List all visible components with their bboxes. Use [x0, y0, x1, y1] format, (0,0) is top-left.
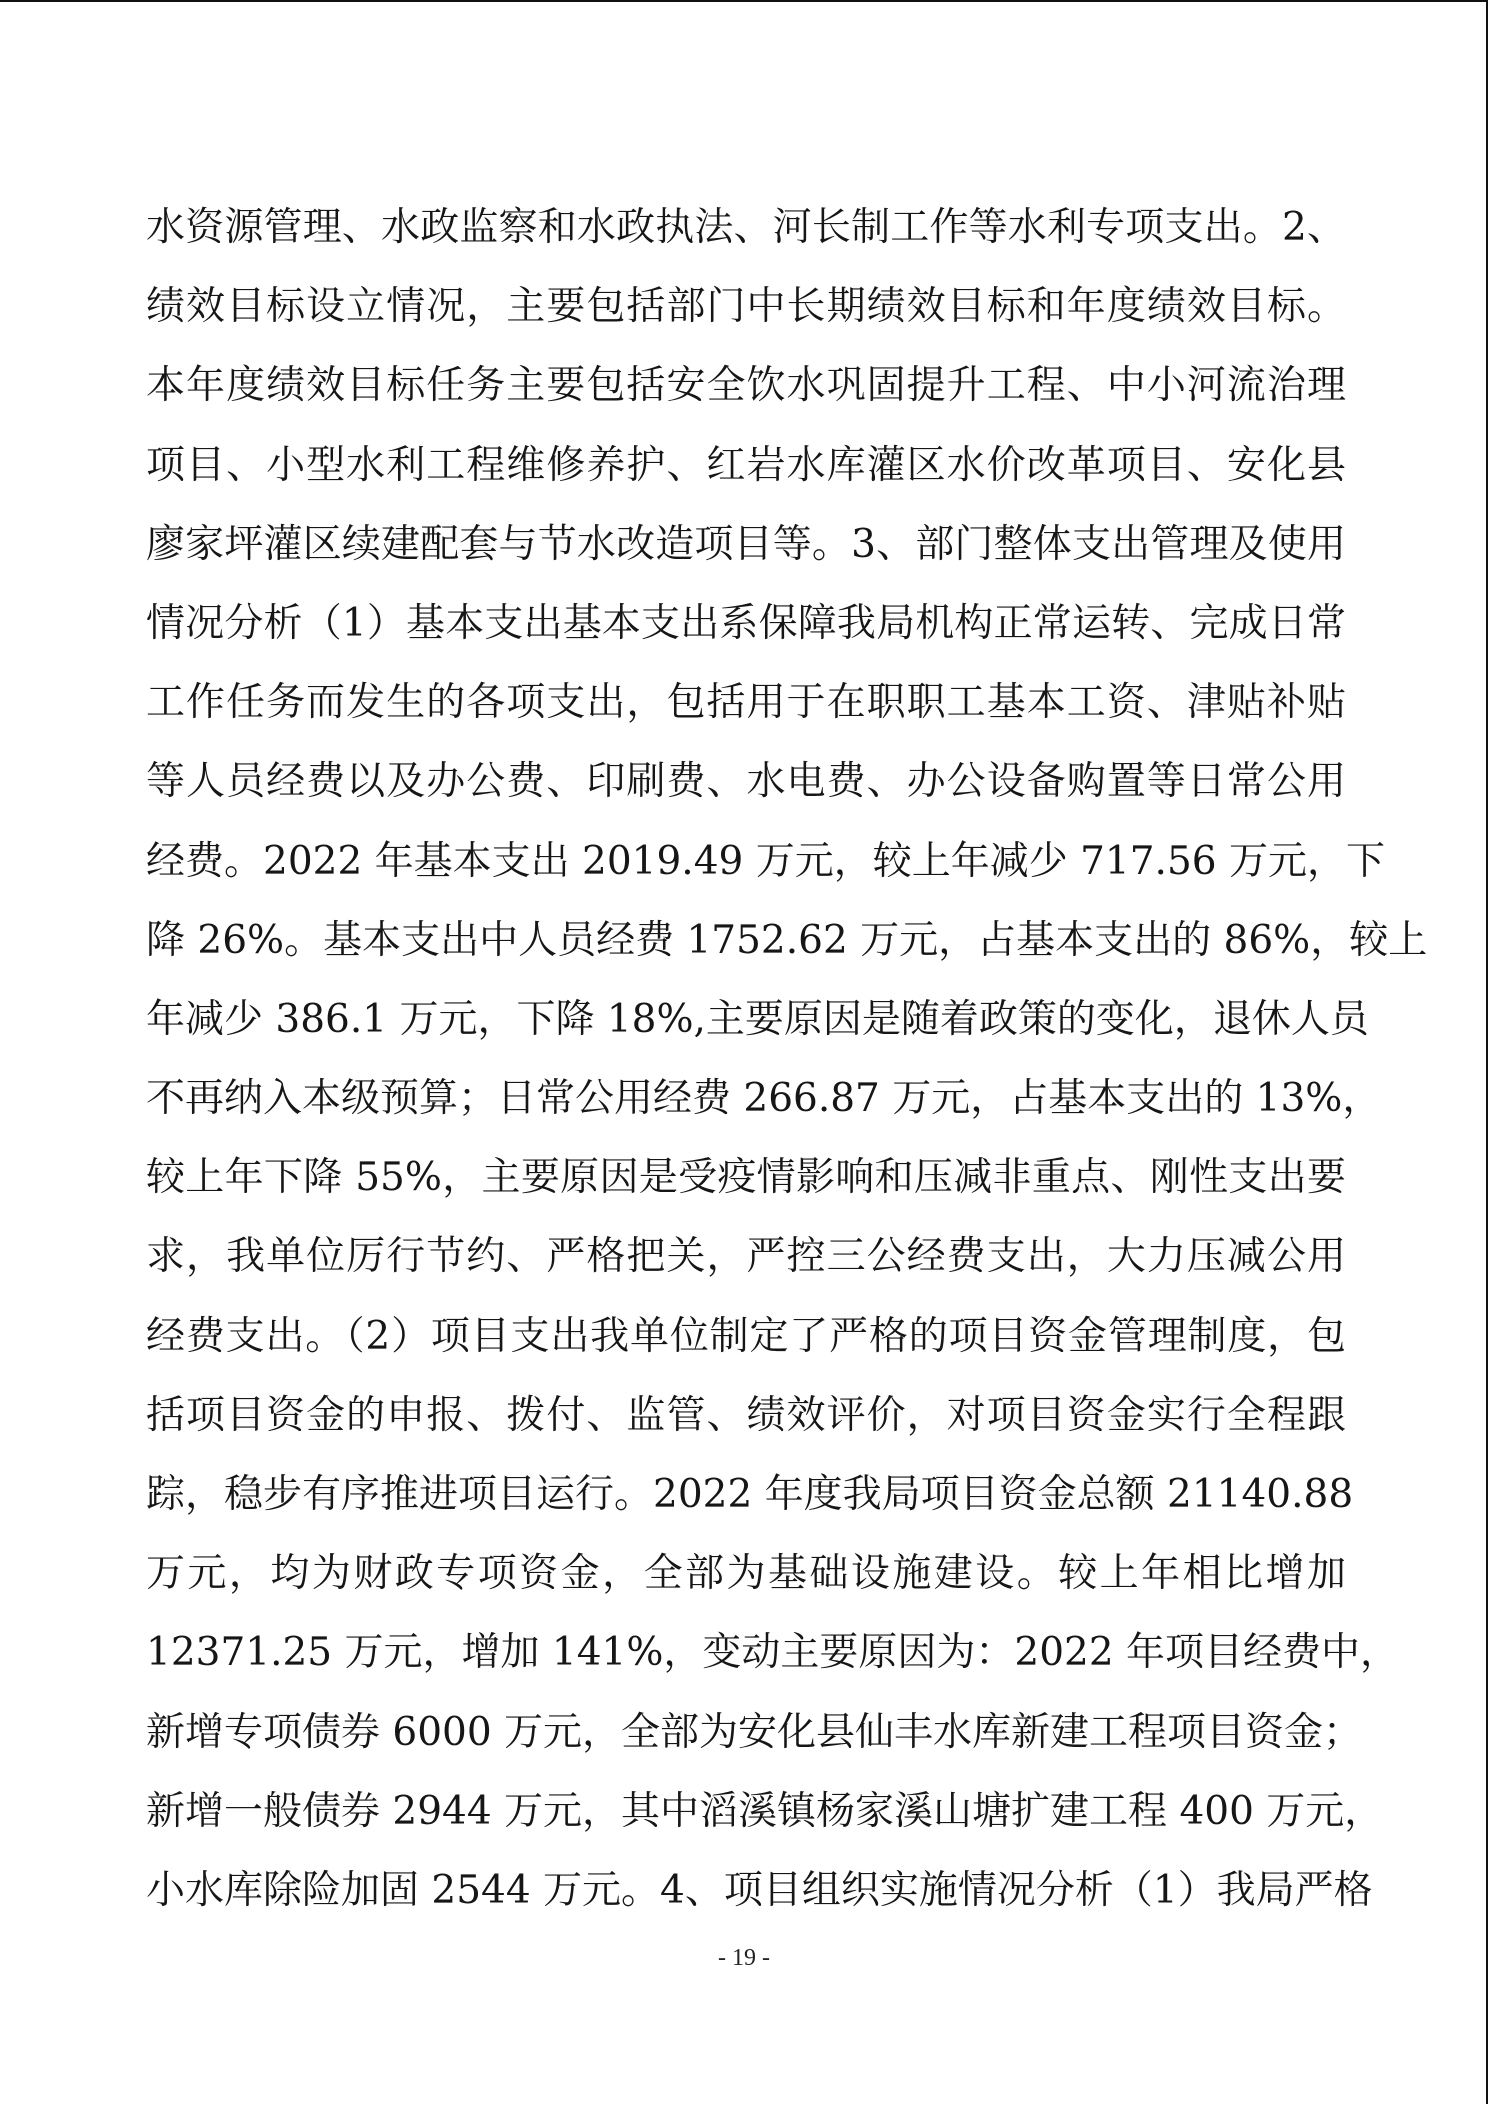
text-line: 求，我单位厉行节约、严格把关，严控三公经费支出，大力压减公用 [146, 1234, 1346, 1280]
text-line: 万元，均为财政专项资金，全部为基础设施建设。较上年相比增加 [146, 1551, 1346, 1597]
text-line: 不再纳入本级预算；日常公用经费 266.87 万元，占基本支出的 13%， [146, 1076, 1382, 1122]
text-line: 较上年下降 55%，主要原因是受疫情影响和压减非重点、刚性支出要 [146, 1155, 1346, 1201]
text-line: 廖家坪灌区续建配套与节水改造项目等。3、部门整体支出管理及使用 [146, 521, 1346, 567]
text-line: 新增一般债券 2944 万元，其中滔溪镇杨家溪山塘扩建工程 400 万元， [146, 1788, 1384, 1834]
body-text [146, 188, 1428, 1930]
text-line: 本年度绩效目标任务主要包括安全饮水巩固提升工程、中小河流治理 [146, 363, 1346, 409]
text-line: 新增专项债券 6000 万元，全部为安化县仙丰水库新建工程项目资金； [146, 1709, 1363, 1755]
text-line: 小水库除险加固 2544 万元。4、项目组织实施情况分析（1）我局严格 [146, 1867, 1373, 1913]
text-line: 踪，稳步有序推进项目运行。2022 年度我局项目资金总额 21140.88 [146, 1472, 1354, 1517]
text-line: 水资源管理、水政监察和水政执法、河长制工作等水利专项支出。2、 [146, 205, 1346, 250]
page-number: - 19 - [718, 1945, 770, 1971]
text-line: 括项目资金的申报、拨付、监管、绩效评价，对项目资金实行全程跟 [146, 1392, 1346, 1438]
text-line: 12371.25 万元，增加 141%，变动主要原因为：2022 年项目经费中， [146, 1630, 1400, 1676]
page-border-top [0, 0, 1488, 2]
text-line: 经费。2022 年基本支出 2019.49 万元，较上年减少 717.56 万元，下 [146, 838, 1385, 884]
text-line: 绩效目标设立情况，主要包括部门中长期绩效目标和年度绩效目标。 [146, 284, 1346, 330]
text-line: 项目、小型水利工程维修养护、红岩水库灌区水价改革项目、安化县 [146, 442, 1346, 488]
text-line: 年减少 386.1 万元，下降 18%,主要原因是随着政策的变化，退休人员 [146, 996, 1369, 1042]
text-line: 工作任务而发生的各项支出，包括用于在职职工基本工资、津贴补贴 [146, 680, 1346, 726]
text-line: 降 26%。基本支出中人员经费 1752.62 万元，占基本支出的 86%，较上 [146, 917, 1428, 963]
text-line: 经费支出。（2）项目支出我单位制定了严格的项目资金管理制度，包 [146, 1313, 1346, 1359]
text-line: 等人员经费以及办公费、印刷费、水电费、办公设备购置等日常公用 [146, 759, 1346, 805]
text-line: 情况分析（1）基本支出基本支出系保障我局机构正常运转、完成日常 [146, 600, 1346, 646]
